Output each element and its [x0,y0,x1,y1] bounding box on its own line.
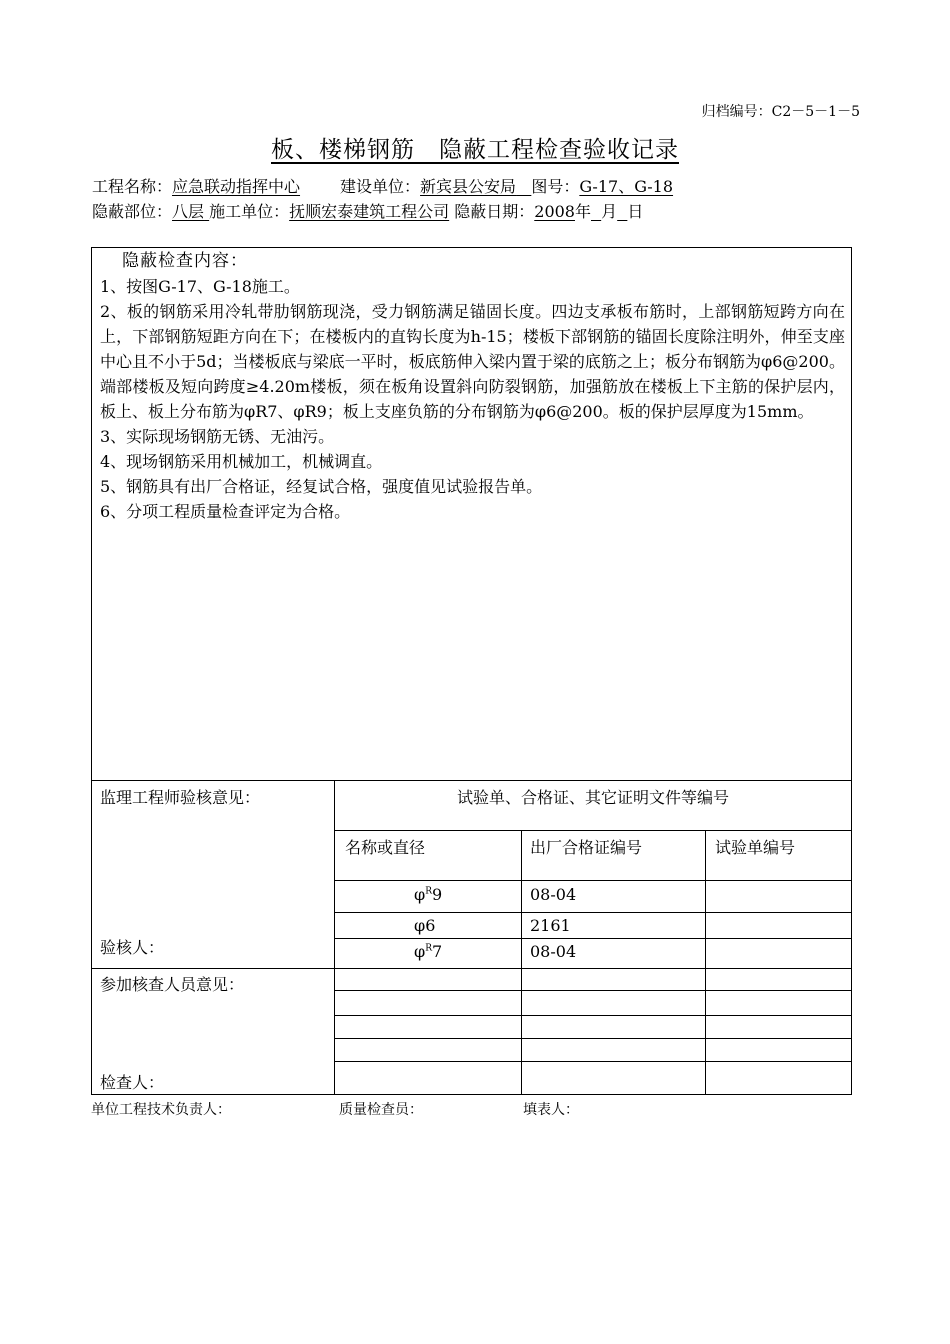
drawing-label: 图号： [531,177,580,196]
divider-row-2 [334,938,852,939]
date-day-suffix: 日 [627,202,644,221]
divider-blank-2 [334,1015,852,1016]
inspection-item-4: 4、现场钢筋采用机械加工，机械调直。 [100,452,383,471]
inspection-item-2: 2、板的钢筋采用冷轧带肋钢筋现浇，受力钢筋满足锚固长度。四边支承板布筋时，上部钢筋短跨方向在上，下部钢筋短距方向在下；在楼板内的直钩长度为h-15；楼板下部钢筋的锚固长度除注明外，伸至支座中心且不小于5d；当楼板底与梁底一平时，板底筋伸入梁内置于梁的底筋之上；板分布钢筋为φ6@200。端部楼板及短向跨度≥4.20m楼板，须在板角设置斜向防裂钢筋，加强筋放在楼板上下主筋的保护层内，板上、板上分布筋为φR7、φR9；板上支座负筋的分布钢筋为φ6@200。板的保护层厚度为15mm。 [100,302,845,421]
builder-value: 新宾县公安局 [420,177,517,196]
column-cert: 出厂合格证编号 [530,838,643,857]
divider-cert-column [521,830,522,1095]
date-day-blank [617,202,627,221]
date-month-blank [591,202,601,221]
drawing-number: G-17、G-18 [579,177,674,196]
project-name: 应急联动指挥中心 [172,177,301,196]
part-value: 八层 [172,202,205,221]
divider-blank-4 [334,1061,852,1062]
page-title [0,131,950,164]
divider-supervisor [91,968,852,969]
supervisor-opinion-label: 监理工程师验核意见： [100,788,261,807]
footer-tech-lead: 单位工程技术负责人： [91,1102,231,1118]
column-name: 名称或直径 [345,838,426,857]
date-month-suffix: 月 [601,202,618,221]
divider-docs-columns [334,880,852,881]
date-year-suffix: 年 [574,202,591,221]
row-2-name: φ6 [414,916,436,935]
project-label: 工程名称： [92,177,173,196]
divider-docs-heading [334,830,852,831]
row-3-cert: 08-04 [530,942,577,961]
date-label: 隐蔽日期： [454,202,535,221]
title-text: 板、楼梯钢筋 隐蔽工程检查验收记录 [271,137,679,163]
row-1-cert: 08-04 [530,885,577,904]
archive-number: 归档编号：C2－5－1－5 [701,104,860,120]
inspection-item-3: 3、实际现场钢筋无锈、无油污。 [100,427,335,446]
divider-content [91,780,852,781]
participants-opinion-label: 参加核查人员意见： [100,975,245,994]
participants-signer-label: 检查人： [100,1073,165,1092]
divider-blank-1 [334,990,852,991]
header-line-1 [92,174,673,197]
row-2-cert: 2161 [530,916,571,935]
part-label: 隐蔽部位： [92,202,173,221]
inspection-item-6: 6、分项工程质量检查评定为合格。 [100,502,351,521]
contractor-label: 施工单位： [209,202,290,221]
row-1-name: $\varphi^R9$ [414,885,443,904]
builder-label: 建设单位： [340,177,421,196]
inspection-content [100,249,845,524]
divider-blank-3 [334,1038,852,1039]
contractor-value: 抚顺宏泰建筑工程公司 [289,202,450,221]
docs-heading: 试验单、合格证、其它证明文件等编号 [456,788,729,807]
supervisor-signer-label: 验核人： [100,938,165,957]
inspection-heading: 隐蔽检查内容： [122,251,248,271]
row-3-name: $\varphi^R7$ [414,942,443,961]
footer-qc: 质量检查员： [339,1102,423,1118]
header-line-2 [92,199,643,222]
divider-test-column [705,830,706,1095]
date-year: 2008 [534,202,575,221]
footer-filler: 填表人： [523,1102,579,1118]
inspection-item-5: 5、钢筋具有出厂合格证，经复试合格，强度值见试验报告单。 [100,477,543,496]
column-test: 试验单编号 [715,838,796,857]
inspection-item-1: 1、按图G-17、G-18施工。 [100,277,300,296]
divider-row-1 [334,912,852,913]
divider-left-column [334,780,335,1095]
